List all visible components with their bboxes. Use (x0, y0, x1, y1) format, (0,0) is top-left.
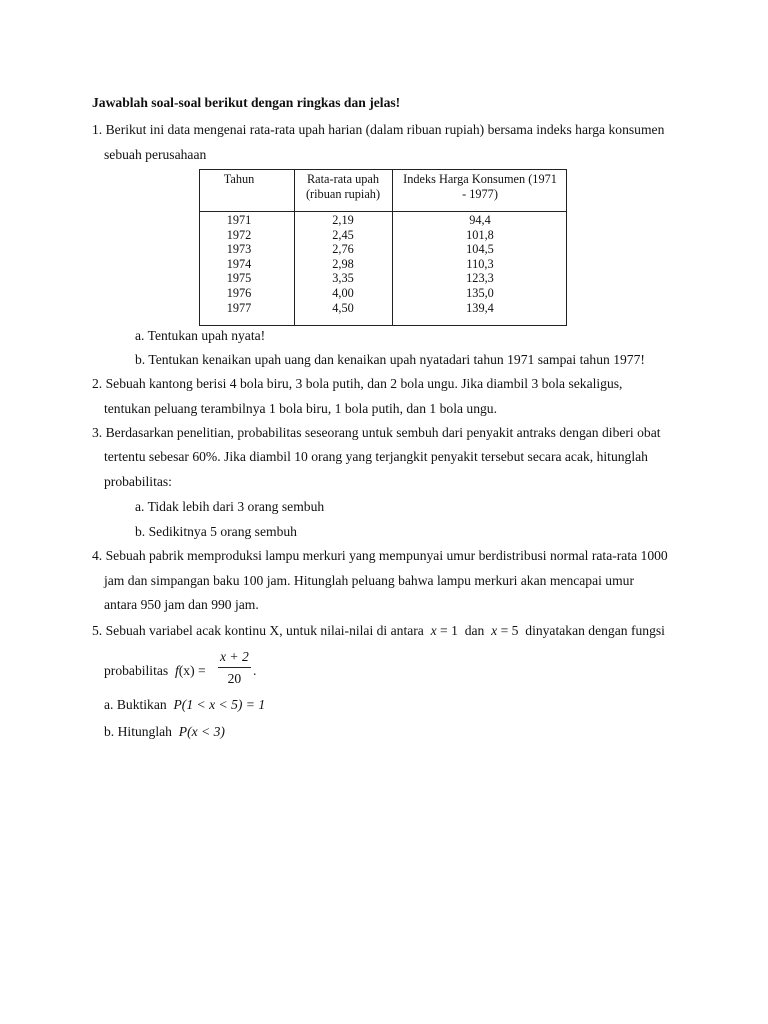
instruction-heading: Jawablah soal-soal berikut dengan ringkas dan jelas! (92, 95, 401, 110)
cell-tahun: 1974 (226, 256, 252, 271)
wage-index-table (199, 169, 567, 326)
cell-upah: 2,98 (332, 256, 354, 271)
table-header-divider (200, 211, 566, 212)
q5-part-b (104, 725, 225, 739)
header-indeks-line1: Indeks Harga Konsumen (1971 (403, 172, 557, 186)
header-upah-line2: (ribuan rupiah) (305, 186, 381, 201)
q5-function (175, 664, 206, 678)
header-upah (294, 172, 392, 201)
cell-indeks: 110,3 (466, 256, 494, 271)
cell-tahun: 1972 (226, 227, 252, 242)
q4-line1: 4. Sebuah pabrik memproduksi lampu merkuri yang mempunyai umur berdistribusi normal rata-rata 1000 (92, 548, 668, 563)
cell-upah: 4,50 (332, 300, 354, 315)
cell-upah: 2,19 (332, 213, 354, 227)
q5-eq1-var: x (430, 623, 437, 638)
q5-part-a (104, 698, 265, 712)
fraction-bar (218, 667, 251, 668)
cell-upah: 3,35 (332, 271, 354, 286)
cell-upah: 4,00 (332, 285, 354, 300)
q5-eq1-rest: = 1 (436, 623, 458, 638)
q5-a-label: a. Buktikan (104, 697, 167, 712)
q5-line1-pre: 5. Sebuah variabel acak kontinu X, untuk nilai-nilai di antara (92, 623, 424, 638)
q3-part-b: b. Sedikitnya 5 orang sembuh (135, 524, 297, 539)
q3-line2: tertentu sebesar 60%. Jika diambil 10 orang yang terjangkit penyakit tersebut secara acak, hitunglah (104, 449, 648, 464)
q4-line2: jam dan simpangan baku 100 jam. Hitunglah peluang bahwa lampu merkuri akan mencapai umur (104, 573, 635, 588)
column-indeks (392, 213, 568, 315)
q5-denominator: 20 (227, 670, 242, 686)
cell-tahun: 1975 (226, 271, 252, 286)
q5-mid: dan (464, 623, 485, 638)
cell-indeks: 135,0 (466, 285, 494, 300)
q3-line1: 3. Berdasarkan penelitian, probabilitas seseorang untuk sembuh dari penyakit antraks dengan diberi obat (92, 425, 661, 440)
q1-part-b: b. Tentukan kenaikan upah uang dan kenaikan upah nyatadari tahun 1971 sampai tahun 1977! (135, 352, 645, 367)
cell-indeks: 101,8 (466, 227, 494, 242)
header-indeks (392, 172, 568, 201)
cell-upah: 2,45 (332, 227, 354, 242)
q5-b-expr: P(x < 3) (178, 724, 225, 739)
q5-fx: f (175, 663, 179, 678)
q5-prob-label: probabilitas (104, 663, 169, 678)
q5-period: . (253, 663, 257, 678)
q5-b-label: b. Hitunglah (104, 724, 172, 739)
cell-tahun: 1973 (226, 242, 252, 257)
q3-part-a: a. Tidak lebih dari 3 orang sembuh (135, 499, 325, 514)
cell-tahun: 1971 (226, 213, 252, 227)
q1-line2: sebuah perusahaan (104, 147, 207, 162)
q5-fx-arg: (x) = (178, 663, 206, 678)
q5-fraction (218, 650, 251, 685)
q5-numerator: x + 2 (220, 649, 249, 664)
cell-indeks: 94,4 (469, 213, 491, 227)
q5-eq2-rest: = 5 (497, 623, 519, 638)
q5-line1-post: dinyatakan dengan fungsi (525, 623, 665, 638)
column-upah (294, 213, 392, 315)
q1-part-a: a. Tentukan upah nyata! (135, 328, 266, 343)
cell-tahun: 1976 (226, 285, 252, 300)
header-tahun: Tahun (223, 172, 255, 186)
q3-line3: probabilitas: (104, 474, 172, 489)
q5-eq2-var: x (491, 623, 498, 638)
q2-line2: tentukan peluang terambilnya 1 bola biru, 1 bola putih, dan 1 bola ungu. (104, 401, 497, 416)
cell-indeks: 104,5 (466, 242, 494, 257)
header-upah-line1: Rata-rata upah (306, 172, 380, 186)
q5-a-expr: P(1 < x < 5) = 1 (173, 697, 266, 712)
q4-line3: antara 950 jam dan 990 jam. (104, 597, 259, 612)
column-tahun (200, 213, 278, 315)
q5-line1 (92, 624, 665, 638)
cell-indeks: 139,4 (466, 300, 494, 315)
q1-line1: 1. Berikut ini data mengenai rata-rata upah harian (dalam ribuan rupiah) bersama indeks harga konsumen (92, 122, 665, 137)
cell-upah: 2,76 (332, 242, 354, 257)
cell-indeks: 123,3 (466, 271, 494, 286)
header-indeks-line2: - 1977) (462, 186, 498, 201)
cell-tahun: 1977 (226, 300, 252, 315)
q2-line1: 2. Sebuah kantong berisi 4 bola biru, 3 bola putih, dan 2 bola ungu. Jika diambil 3 bola sekaligus, (92, 376, 623, 391)
